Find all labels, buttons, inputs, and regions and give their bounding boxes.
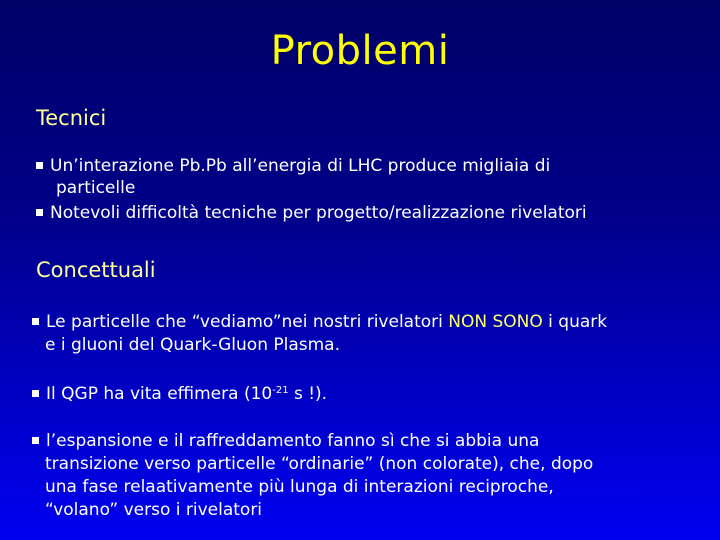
bullet-concettuali-1-cont: e i gluoni del Quark-Gluon Plasma. <box>45 335 341 355</box>
section-heading-concettuali: Concettuali <box>36 258 156 282</box>
bullet-text-post: i quark <box>542 312 608 332</box>
bullet-tecnici-1-cont: particelle <box>56 178 136 198</box>
bullet-square-icon <box>32 318 39 325</box>
bullet-square-icon <box>32 437 39 444</box>
slide-title: Problemi <box>270 28 450 74</box>
bullet-text-pre: Il QGP ha vita effimera (10 <box>46 384 273 404</box>
bullet-square-icon <box>32 390 39 397</box>
bullet-concettuali-2 <box>32 383 327 405</box>
bullet-square-icon <box>36 162 43 169</box>
bullet-concettuali-3-cont-1: transizione verso particelle “ordinarie” (non colorate), che, dopo <box>45 454 594 474</box>
bullet-square-icon <box>36 209 43 216</box>
bullet-tecnici-2 <box>36 202 587 224</box>
exponent: -21 <box>272 385 289 396</box>
section-heading-tecnici: Tecnici <box>36 106 107 130</box>
bullet-text: Notevoli difficoltà tecniche per progetto/realizzazione rivelatori <box>50 203 587 223</box>
bullet-concettuali-3-cont-3: “volano” verso i rivelatori <box>45 500 263 520</box>
bullet-concettuali-1 <box>32 311 607 333</box>
bullet-tecnici-1 <box>36 155 550 177</box>
bullet-text: Un’interazione Pb.Pb all’energia di LHC produce migliaia di <box>50 156 551 176</box>
bullet-concettuali-3-cont-2: una fase relaativamente più lunga di interazioni reciproche, <box>45 477 554 497</box>
bullet-text-pre: Le particelle che “vediamo”nei nostri rivelatori <box>46 312 449 332</box>
bullet-text: l’espansione e il raffreddamento fanno sì che si abbia una <box>46 431 540 451</box>
bullet-concettuali-3 <box>32 430 539 452</box>
bullet-text-post: s !). <box>288 384 328 404</box>
highlight-non-sono: NON SONO <box>448 312 543 332</box>
